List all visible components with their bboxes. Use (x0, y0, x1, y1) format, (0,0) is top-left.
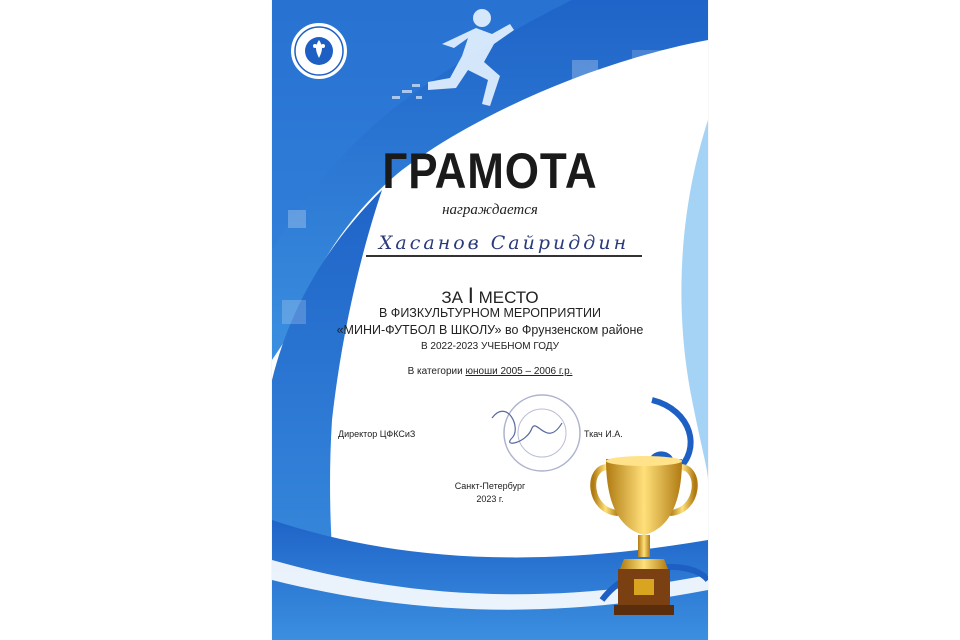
city: Санкт-Петербург (454, 481, 526, 491)
certificate-title: ГРАМОТА (382, 143, 598, 199)
place-number: I (467, 283, 474, 308)
signature-right: Ткач И.А. (584, 429, 623, 439)
category-line (272, 366, 708, 377)
certificate-page (272, 0, 708, 640)
event-line-2: «МИНИ-ФУТБОЛ В ШКОЛУ» во Фрунзенском районе (336, 323, 644, 337)
category-value: юноши 2005 – 2006 г.р. (465, 366, 573, 377)
place-suffix: МЕСТО (478, 288, 539, 307)
category-prefix: В категории (407, 366, 466, 377)
awarded-text: награждается (442, 202, 538, 218)
year: 2023 г. (476, 494, 504, 504)
stamp-icon (482, 388, 592, 478)
event-line-1: В ФИЗКУЛЬТУРНОМ МЕРОПРИЯТИИ (379, 306, 601, 320)
recipient-name: Хасанов Сайриддин (378, 232, 630, 254)
trophy-icon (588, 455, 700, 623)
runner-icon (372, 4, 522, 114)
place-prefix: ЗА (441, 288, 463, 307)
emblem-icon (290, 22, 348, 80)
signature-left: Директор ЦФКСиЗ (338, 429, 416, 439)
event-line-3: В 2022-2023 УЧЕБНОМ ГОДУ (420, 341, 560, 352)
name-underline (366, 255, 642, 257)
